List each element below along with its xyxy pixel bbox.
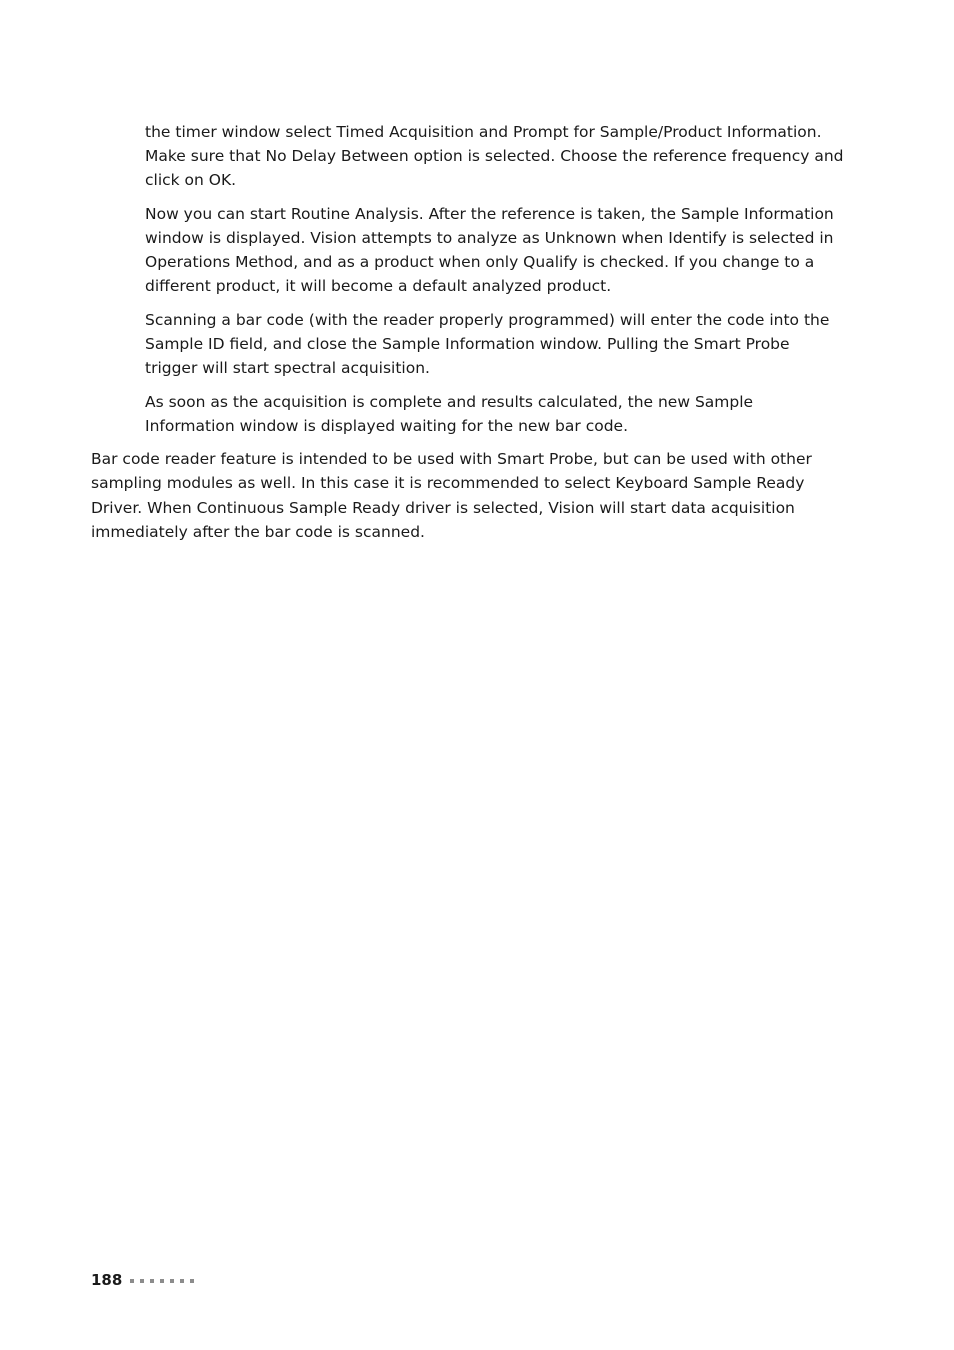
footer-dot <box>160 1279 164 1283</box>
footer-dot <box>140 1279 144 1283</box>
paragraph-timer-window: the timer window select Timed Acquisition and Prompt for Sample/Product Information. Make sure that No Delay Between option is selected. Choose the reference frequency and click on OK. <box>145 123 844 189</box>
paragraph-bar-code-reader-feature: Bar code reader feature is intended to be used with Smart Probe, but can be used with other sampling modules as well. In this case it is recommended to select Keyboard Sample Ready Driver. When Continuous Sample Ready driver is selected, Vision will start data acquisition immediately after the bar code is scanned. <box>91 450 812 541</box>
paragraph-routine-analysis: Now you can start Routine Analysis. After the reference is taken, the Sample Information window is displayed. Vision attempts to analyze as Unknown when Identify is selected in Operations Method, and as a product when only Qualify is checked. If you change to a different product, it will become a default analyzed product. <box>145 205 834 295</box>
footer-dot <box>190 1279 194 1283</box>
footer-dot <box>150 1279 154 1283</box>
footer-dot <box>180 1279 184 1283</box>
paragraph-scanning-bar-code: Scanning a bar code (with the reader properly programmed) will enter the code into the Sample ID field, and close the Sample Information window. Pulling the Smart Probe trigger will start spectral acquisition. <box>145 311 830 377</box>
paragraph-acquisition-complete: As soon as the acquisition is complete and results calculated, the new Sample Information window is displayed waiting for the new bar code. <box>145 393 754 435</box>
footer-dot <box>130 1279 134 1283</box>
footer-dots-decoration <box>130 1279 194 1283</box>
page-footer <box>91 1268 194 1292</box>
page-number: 188 <box>91 1271 123 1289</box>
footer-dot <box>170 1279 174 1283</box>
